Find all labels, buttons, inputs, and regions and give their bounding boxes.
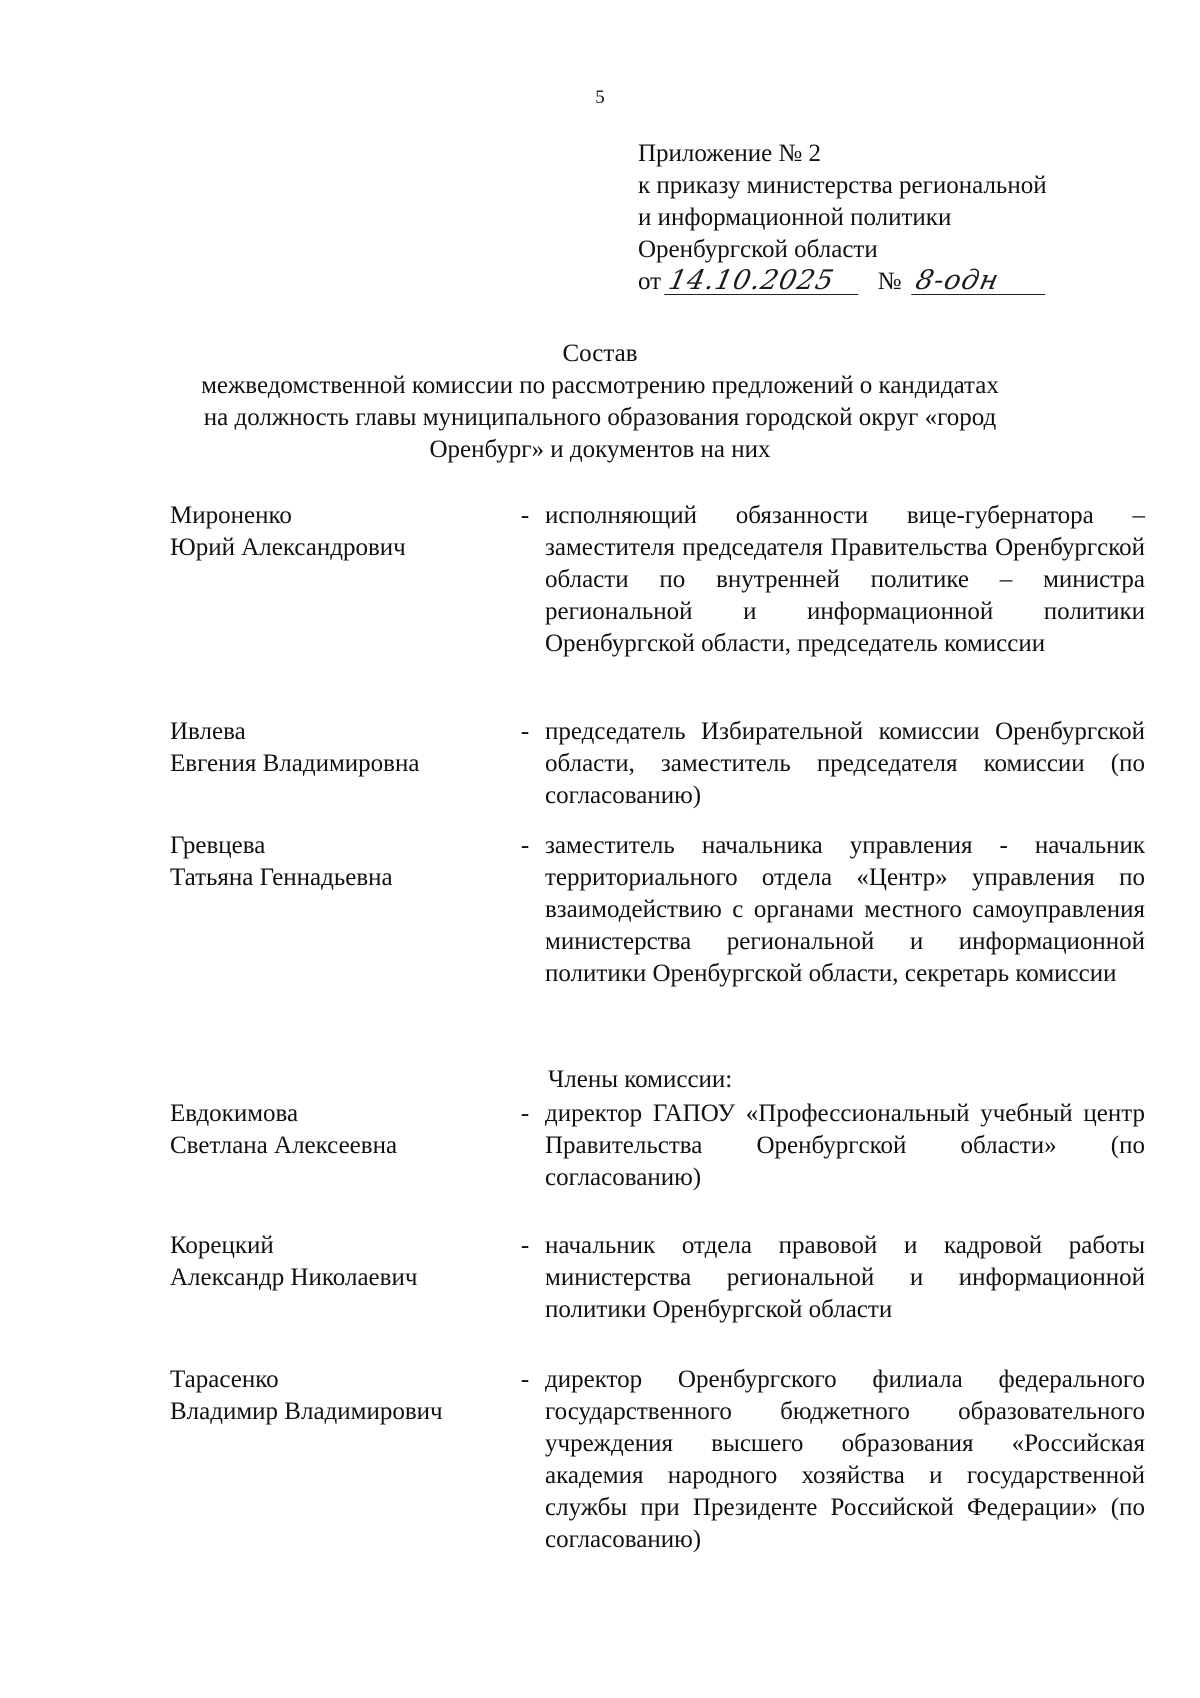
dash-separator: - — [520, 1232, 530, 1259]
member-surname: Тарасенко — [170, 1366, 279, 1393]
member-position: председатель Избирательной комиссии Оренбургской области, заместитель председателя комиссии (по согласованию) — [545, 718, 1145, 809]
member-given-name: Евгения Владимировна — [170, 750, 420, 777]
dash-separator: - — [520, 718, 530, 745]
member-surname: Мироненко — [170, 502, 292, 529]
member-position: заместитель начальника управления - начальник территориального отдела «Центр» управления по взаимодействию с органами местного самоуправления министерства региональной и информационной политики Оренбургской области, секретарь комиссии — [545, 832, 1145, 987]
title-line-3: Оренбург» и документов на них — [429, 436, 771, 463]
member-name — [170, 830, 510, 894]
dash-separator: - — [520, 1100, 530, 1127]
members-heading: Члены комиссии: — [548, 1066, 733, 1093]
dash-separator: - — [520, 1366, 530, 1393]
member-surname: Корецкий — [170, 1232, 274, 1259]
appendix-title: Приложение № 2 — [638, 140, 822, 167]
member-given-name: Владимир Владимирович — [170, 1398, 443, 1425]
title-line-2: на должность главы муниципального образования городской округ «город — [203, 404, 997, 431]
member-name — [170, 500, 510, 564]
member-given-name: Татьяна Геннадьевна — [170, 864, 393, 891]
title-line-1: межведомственной комиссии по рассмотрению предложений о кандидатах — [201, 372, 999, 399]
dash-separator: - — [520, 832, 530, 859]
order-date-number-line — [638, 266, 1158, 298]
appendix-line-3: и информационной политики — [638, 204, 952, 231]
dash-separator: - — [520, 502, 530, 529]
member-position: директор Оренбургского филиала федерального государственного бюджетного образовательного учреждения высшего образования «Российская академия народного хозяйства и государственной службы при Президенте Российской Федерации» (по согласованию) — [545, 1366, 1145, 1553]
order-number-sign: № — [877, 268, 902, 295]
handwritten-order-number: 8-одн — [911, 268, 1051, 295]
appendix-header — [638, 138, 1158, 298]
member-name — [170, 1364, 510, 1428]
member-position: директор ГАПОУ «Профессиональный учебный центр Правительства Оренбургской области» (по согласованию) — [545, 1100, 1145, 1191]
title-main: Состав — [562, 340, 638, 367]
member-given-name: Александр Николаевич — [170, 1264, 418, 1291]
member-position: исполняющий обязанности вице-губернатора – заместителя председателя Правительства Оренбургской области по внутренней политике – министра региональной и информационной политики Оренбургской области, председатель комиссии — [545, 502, 1145, 657]
handwritten-order-date: 14.10.2025 — [664, 268, 864, 295]
member-surname: Гревцева — [170, 832, 266, 859]
member-name — [170, 1098, 510, 1162]
member-surname: Ивлева — [170, 718, 246, 745]
appendix-line-4: Оренбургской области — [638, 236, 878, 263]
document-title — [150, 338, 1050, 466]
page-number: 5 — [595, 87, 605, 108]
order-date-prefix: от — [638, 268, 662, 295]
appendix-line-2: к приказу министерства региональной — [638, 172, 1047, 199]
member-name — [170, 1230, 510, 1294]
member-surname: Евдокимова — [170, 1100, 299, 1127]
member-given-name: Юрий Александрович — [170, 534, 406, 561]
member-given-name: Светлана Алексеевна — [170, 1132, 398, 1159]
member-name — [170, 716, 510, 780]
member-position: начальник отдела правовой и кадровой работы министерства региональной и информационной политики Оренбургской области — [545, 1232, 1145, 1323]
